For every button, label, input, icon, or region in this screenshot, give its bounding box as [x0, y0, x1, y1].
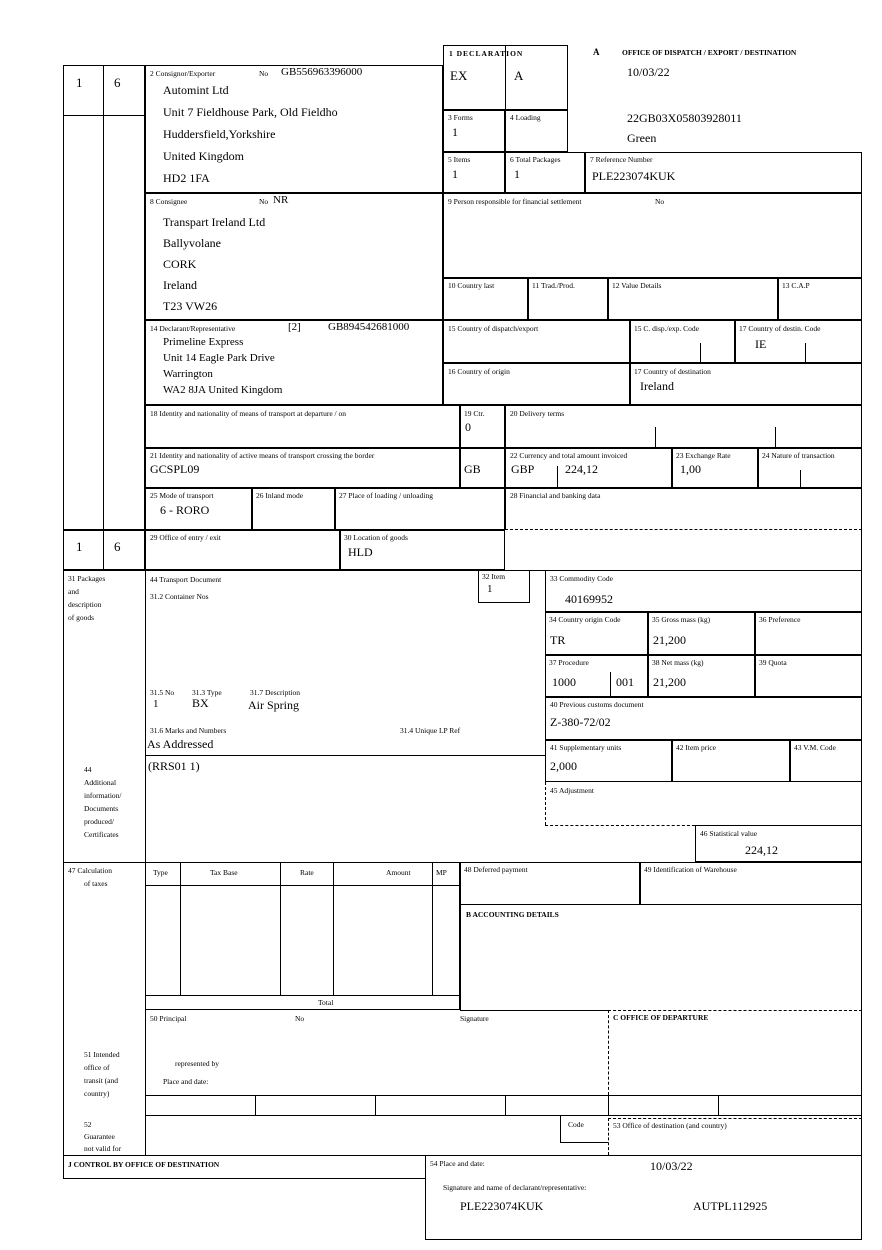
box-43-label: 43 V.M. Code	[794, 743, 836, 752]
signature-cell-divider-5	[718, 1095, 719, 1115]
tax-col-rate: Rate	[300, 868, 314, 877]
box-35-label: 35 Gross mass (kg)	[652, 615, 711, 624]
consignor-address-1: Unit 7 Fieldhouse Park, Old Fieldho	[163, 105, 338, 119]
box-52-label-l3: not valid for	[84, 1144, 122, 1153]
active-transport-nationality: GB	[464, 462, 481, 476]
declarant-status-code: [2]	[288, 321, 301, 333]
box-32-label: 32 Item	[482, 572, 506, 581]
consignor-postcode: HD2 1FA	[163, 171, 210, 185]
box-8-label: 8 Consignee	[150, 197, 188, 206]
item-number-value: 1	[487, 583, 493, 595]
copy-column-upper	[63, 65, 145, 530]
box-31-3-label: 31.3 Type	[192, 688, 222, 697]
box-47-label-l2: of taxes	[84, 879, 108, 888]
destination-code-value: IE	[755, 337, 767, 351]
box-19-label: 19 Ctr.	[464, 409, 485, 418]
tax-col-taxbase: Tax Base	[210, 868, 238, 877]
box-20-tick-2	[775, 427, 776, 448]
tax-col-line-2	[280, 862, 281, 995]
box-50-label: 50 Principal	[150, 1014, 187, 1023]
box-12-label: 12 Value Details	[612, 281, 662, 290]
consignor-eori: GB556963396000	[281, 66, 363, 78]
box-44-margin-l2: Additional	[84, 778, 117, 787]
location-goods-value: HLD	[348, 545, 373, 559]
box-31-label-l3: description	[68, 600, 102, 609]
box-42-label: 42 Item price	[676, 743, 716, 752]
box-25-label: 25 Mode of transport	[150, 491, 214, 500]
consignee-country: Ireland	[163, 278, 197, 292]
box-18-label: 18 Identity and nationality of means of transport at departure / on	[150, 409, 346, 418]
box-36-label: 36 Preference	[759, 615, 801, 624]
box-39-label: 39 Quota	[759, 658, 787, 667]
box-15a-tick	[700, 343, 701, 363]
box-22-divider	[557, 466, 558, 488]
box-31-4-label: 31.4 Unique LP Ref	[400, 726, 461, 735]
box-11-label: 11 Trad./Prod.	[532, 281, 575, 290]
declaration-subtype: A	[514, 68, 524, 83]
box-33-label: 33 Commodity Code	[550, 574, 613, 583]
consignor-country: United Kingdom	[163, 149, 244, 163]
box-44-margin-l1: 44	[84, 765, 92, 774]
outer-left-line	[63, 570, 64, 1179]
declarant-address-2: Warrington	[163, 368, 213, 380]
commodity-code-value: 40169952	[565, 592, 613, 606]
box-a-title: OFFICE OF DISPATCH / EXPORT / DESTINATION	[622, 48, 797, 57]
gross-mass-value: 21,200	[653, 633, 686, 647]
declarant-name: Primeline Express	[163, 336, 244, 348]
copy-column-divider-upper	[103, 65, 104, 530]
exchange-rate-value: 1,00	[680, 462, 701, 476]
box-5-label: 5 Items	[448, 155, 471, 164]
box-34-label: 34 Country origin Code	[549, 615, 621, 624]
net-mass-value: 21,200	[653, 675, 686, 689]
box-47-label-l1: 47 Calculation	[68, 866, 112, 875]
box-52-label-l2: Guarantee	[84, 1132, 115, 1141]
invoice-amount: 224,12	[565, 462, 598, 476]
box-28-label: 28 Financial and banking data	[510, 491, 601, 500]
declarant-address-1: Unit 14 Eagle Park Drive	[163, 352, 275, 364]
box-17a-tick	[805, 343, 806, 363]
copy-number-1-lower: 1	[76, 539, 83, 554]
signature-name-label: Signature and name of declarant/representative:	[443, 1183, 587, 1192]
box-38-label: 38 Net mass (kg)	[652, 658, 704, 667]
routing-indicator: Green	[627, 131, 657, 145]
box-52-label-l1: 52	[84, 1120, 92, 1129]
tax-total-line	[145, 995, 460, 996]
package-type-value: BX	[192, 696, 209, 710]
box-31-6-label: 31.6 Marks and Numbers	[150, 726, 227, 735]
box-51-label-l3: transit (and	[84, 1076, 118, 1085]
box-31-label-l2: and	[68, 587, 79, 596]
box-9-label: 9 Person responsible for financial settlement	[448, 197, 582, 206]
box-9-no-label: No	[655, 197, 665, 206]
tax-header-line	[145, 885, 460, 886]
box-8-no-label: No	[259, 197, 269, 206]
consignee-name: Transpart Ireland Ltd	[163, 215, 266, 229]
code-cell-bottom-line	[560, 1142, 608, 1143]
box-51-label-l1: 51 Intended	[84, 1050, 120, 1059]
box-24-label: 24 Nature of transaction	[762, 451, 835, 460]
box-b-bottom-line	[460, 1010, 608, 1011]
code-label: Code	[568, 1120, 584, 1129]
box-27-label: 27 Place of loading / unloading	[339, 491, 433, 500]
box-37-label: 37 Procedure	[549, 658, 589, 667]
invoice-currency: GBP	[511, 462, 535, 476]
box-31-label-l1: 31 Packages	[68, 574, 106, 583]
box-44-margin-l4: Documents	[84, 804, 119, 813]
tax-col-amount: Amount	[386, 868, 411, 877]
additional-information-value: (RRS01 1)	[148, 759, 200, 773]
signature-row-top-line	[145, 1095, 862, 1096]
box-53-label: 53 Office of destination (and country)	[613, 1121, 727, 1130]
box-17-label: 17 Country of destination	[634, 367, 711, 376]
procedure-code-value: 1000	[552, 675, 576, 689]
box-3-label: 3 Forms	[448, 113, 473, 122]
box-c-label: C OFFICE OF DEPARTURE	[613, 1013, 709, 1022]
box-14-label: 14 Declarant/Representative	[150, 324, 236, 333]
tax-total-label: Total	[318, 998, 334, 1007]
box-51-label-l4: country)	[84, 1089, 110, 1098]
box-44-margin-l3: information/	[84, 791, 122, 800]
items-value: 1	[452, 167, 458, 181]
consignor-address-2: Huddersfield,Yorkshire	[163, 127, 276, 141]
box-30-label: 30 Location of goods	[344, 533, 408, 542]
box-24-tick	[800, 470, 801, 488]
tax-col-line-1	[180, 862, 181, 995]
box-c-office-departure	[608, 1010, 862, 1095]
movement-reference-number: 22GB03X05803928011	[627, 111, 742, 125]
statistical-value: 224,12	[745, 843, 778, 857]
box-15a-label: 15 C. disp./exp. Code	[634, 324, 699, 333]
box-15-label: 15 Country of dispatch/export	[448, 324, 539, 333]
declaration-type: EX	[450, 68, 468, 83]
box-48-label: 48 Deferred payment	[464, 865, 528, 874]
box-44t-label: 44 Transport Document	[150, 575, 222, 584]
tax-col-mp: MP	[436, 868, 447, 877]
box-20-label: 20 Delivery terms	[510, 409, 565, 418]
declarant-reference-value: PLE223074KUK	[460, 1199, 544, 1213]
box-a-letter: A	[593, 47, 600, 57]
box-54-place-date	[425, 1155, 862, 1240]
place-and-date-label: Place and date:	[163, 1077, 209, 1086]
signature-cell-divider-4	[608, 1095, 609, 1115]
box-2-label: 2 Consignor/Exporter	[150, 69, 216, 78]
box-1-label: 1 DECLARATION	[449, 49, 524, 58]
supplementary-units-value: 2,000	[550, 759, 577, 773]
box-b-label: B ACCOUNTING DETAILS	[466, 910, 559, 919]
country-origin-code-value: TR	[550, 633, 566, 647]
box-50-no-label: No	[295, 1014, 305, 1023]
signature-cell-divider-2	[375, 1095, 376, 1115]
box-17a-label: 17 Country of destin. Code	[739, 324, 821, 333]
box-44-margin-l6: Certificates	[84, 830, 119, 839]
tax-col-line-4	[432, 862, 433, 995]
previous-document-value: Z-380-72/02	[550, 715, 611, 729]
consignor-name: Automint Ltd	[163, 83, 229, 97]
box-37-divider	[610, 672, 611, 697]
box-23-label: 23 Exchange Rate	[676, 451, 731, 460]
box-2-no-label: No	[259, 69, 269, 78]
goods-description-value: Air Spring	[248, 698, 299, 712]
consignee-address-1: Ballyvolane	[163, 236, 221, 250]
forms-value: 1	[452, 125, 458, 139]
box-26-label: 26 Inland mode	[256, 491, 304, 500]
declarant-eori: GB894542681000	[328, 321, 410, 333]
total-packages-value: 1	[514, 167, 520, 181]
box-13-label: 13 C.A.P	[782, 281, 810, 290]
declaration-date-value: 10/03/22	[650, 1159, 693, 1173]
represented-by-label: represented by	[175, 1059, 219, 1068]
box-31-7-label: 31.7 Description	[250, 688, 300, 697]
signature-cell-divider-1	[255, 1095, 256, 1115]
box-7-label: 7 Reference Number	[590, 155, 653, 164]
box-45-bottom-dash	[545, 825, 695, 826]
box-40-label: 40 Previous customs document	[550, 700, 644, 709]
box-54-label: 54 Place and date:	[430, 1159, 485, 1168]
signature-row-bottom-line	[145, 1115, 862, 1116]
copy-cells-bottom-line	[63, 115, 145, 116]
box-44-separator-line	[145, 755, 545, 756]
country-destination-value: Ireland	[640, 379, 674, 393]
marks-numbers-value: As Addressed	[147, 737, 214, 751]
box-6-label: 6 Total Packages	[510, 155, 561, 164]
box-20-tick-1	[655, 427, 656, 448]
box-53-left-dash	[608, 1118, 609, 1155]
tax-col-line-3	[333, 862, 334, 995]
copy-number-6-lower: 6	[114, 539, 121, 554]
package-count-value: 1	[153, 698, 159, 710]
box-j-label: J CONTROL BY OFFICE OF DESTINATION	[68, 1160, 220, 1169]
box-22-label: 22 Currency and total amount invoiced	[510, 451, 628, 460]
reference-number-value: PLE223074KUK	[592, 169, 676, 183]
code-cell-left-line	[560, 1115, 561, 1142]
box-31-5-label: 31.5 No	[150, 688, 175, 697]
container-value: 0	[465, 420, 471, 434]
box-16-label: 16 Country of origin	[448, 367, 510, 376]
box-46-label: 46 Statistical value	[700, 829, 758, 838]
box-50-signature-label: Signature	[460, 1014, 489, 1023]
copy-column-divider-lower	[103, 530, 104, 570]
consignee-address-2: CORK	[163, 257, 197, 271]
box-31-2-label: 31.2 Container Nos	[150, 592, 209, 601]
active-transport-identity: GCSPL09	[150, 462, 200, 476]
dispatch-date: 10/03/22	[627, 65, 670, 79]
box-45-left-dash	[545, 782, 546, 825]
authorisation-value: AUTPL112925	[693, 1199, 768, 1213]
box-4-label: 4 Loading	[510, 113, 541, 122]
tax-col-type: Type	[153, 868, 168, 877]
copy-number-1-upper: 1	[76, 75, 83, 90]
box-49-label: 49 Identification of Warehouse	[644, 865, 737, 874]
box-51-label-l2: office of	[84, 1063, 110, 1072]
declarant-postcode-country: WA2 8JA United Kingdom	[163, 384, 283, 396]
box-53-top-dash	[608, 1118, 862, 1119]
consignee-postcode: T23 VW26	[163, 299, 218, 313]
box-44-margin-l5: produced/	[84, 817, 114, 826]
box-41-label: 41 Supplementary units	[550, 743, 622, 752]
box-21-label: 21 Identity and nationality of active means of transport crossing the border	[150, 451, 375, 460]
mode-transport-value: 6 - RORO	[160, 503, 210, 517]
box-31-label-l4: of goods	[68, 613, 95, 622]
procedure-code-secondary: 001	[616, 675, 634, 689]
copy-number-6-upper: 6	[114, 75, 121, 90]
box-45-label: 45 Adjustment	[550, 786, 594, 795]
box-10-label: 10 Country last	[448, 281, 495, 290]
box-29-label: 29 Office of entry / exit	[150, 533, 221, 542]
consignee-id: NR	[273, 194, 289, 206]
box-b-accounting	[460, 905, 862, 1010]
j-control-bottom-line	[63, 1178, 425, 1179]
signature-cell-divider-3	[505, 1095, 506, 1115]
